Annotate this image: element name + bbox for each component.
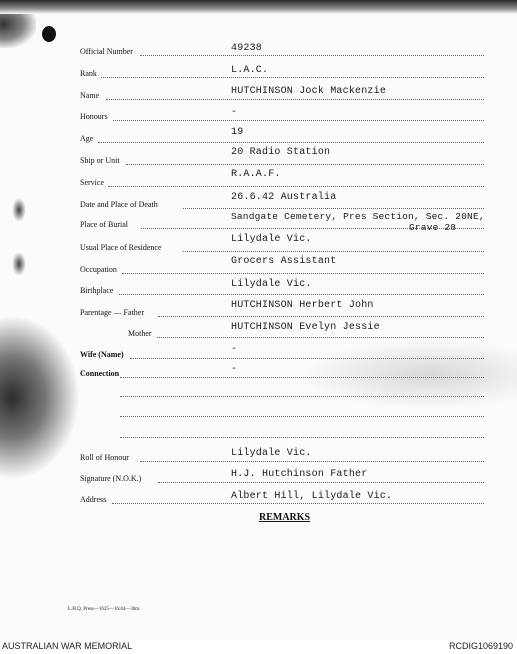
field-service [0,169,517,191]
remarks-heading: REMARKS [259,512,311,523]
field-label: Wife (Name) [80,350,124,359]
blank-dotted-line [120,396,484,397]
dotted-line [183,208,484,209]
field-value: HUTCHINSON Evelyn Jessie [231,322,380,333]
field-label: Official Number [80,47,133,56]
field-value: 26.6.42 Australia [231,192,337,203]
field-honours [0,107,517,125]
dotted-line [183,251,484,252]
blank-dotted-line [120,437,484,438]
dotted-line [122,273,484,274]
printer-imprint: L.H.Q. Press—1625—16/44—30m. [68,607,141,612]
field-label: Mother [128,329,152,338]
field-usual-residence [0,234,517,256]
dotted-line [158,316,484,317]
field-value: - [231,364,238,375]
dotted-line [119,294,484,295]
field-label: Occupation [80,265,117,274]
dotted-line [120,377,484,378]
field-value-continued: Grave 28 [409,222,457,233]
field-value: 49238 [231,43,263,54]
field-value: - [231,107,238,118]
field-roll-of-honour [0,448,517,466]
field-address [0,490,517,508]
field-rank [0,64,517,82]
field-connection [0,366,517,384]
field-value: Sandgate Cemetery, Pres Section, Sec. 20NE, [231,211,485,222]
field-mother [0,324,517,342]
field-value: R.A.A.F. [231,169,281,180]
field-label: Honours [80,112,108,121]
field-birthplace [0,281,517,299]
field-label: Age [80,134,94,143]
dotted-line [130,358,484,359]
field-label: Roll of Honour [80,453,129,462]
field-place-of-burial [0,211,517,234]
field-label: Service [80,178,104,187]
field-ship-or-unit [0,147,517,169]
punch-hole-mark [42,26,56,42]
field-wife [0,346,517,364]
dotted-line [158,482,484,483]
field-label: Address [80,495,107,504]
footer-record-id: RCDIG1069190 [448,641,513,651]
field-value: Lilydale Vic. [231,279,312,290]
field-father [0,300,517,321]
field-value: Lilydale Vic. [231,448,312,459]
field-occupation [0,256,517,278]
field-value: L.A.C. [231,65,269,76]
field-label: Date and Place of Death [80,200,158,209]
field-label: Birthplace [80,286,114,295]
field-official-number [0,42,517,60]
field-label: Parentage — Father [80,308,144,317]
field-value: 20 Radio Station [231,147,331,158]
dotted-line [108,186,484,187]
field-value: HUTCHINSON Herbert John [231,300,374,311]
field-value: H.J. Hutchinson Father [231,469,368,480]
field-label: Rank [80,69,97,78]
field-label: Ship or Unit [80,156,120,165]
dotted-line [113,120,484,121]
field-value: Albert Hill, Lilydale Vic. [231,491,393,502]
dotted-line [112,503,484,504]
field-value: Grocers Assistant [231,256,337,267]
dotted-line [106,99,484,100]
dotted-line [140,55,484,56]
field-label: Usual Place of Residence [80,243,162,252]
field-label: Place of Burial [80,220,128,229]
field-value: 19 [231,127,244,138]
blank-dotted-line [120,416,484,417]
field-label: Name [80,91,100,100]
field-value: - [231,344,238,355]
dotted-line [157,337,484,338]
field-value: HUTCHINSON Jock Mackenzie [231,86,387,97]
dotted-line [98,142,484,143]
field-value: Lilydale Vic. [231,234,312,245]
footer-source: AUSTRALIAN WAR MEMORIAL [2,641,133,651]
field-signature-nok [0,469,517,487]
field-name [0,86,517,104]
field-age [0,129,517,147]
field-label: Signature (N.O.K.) [80,474,142,483]
dotted-line [140,461,484,462]
dotted-line [101,77,484,78]
scan-top-shadow [0,0,517,14]
dotted-line [126,164,484,165]
field-label: Connection [80,369,120,378]
